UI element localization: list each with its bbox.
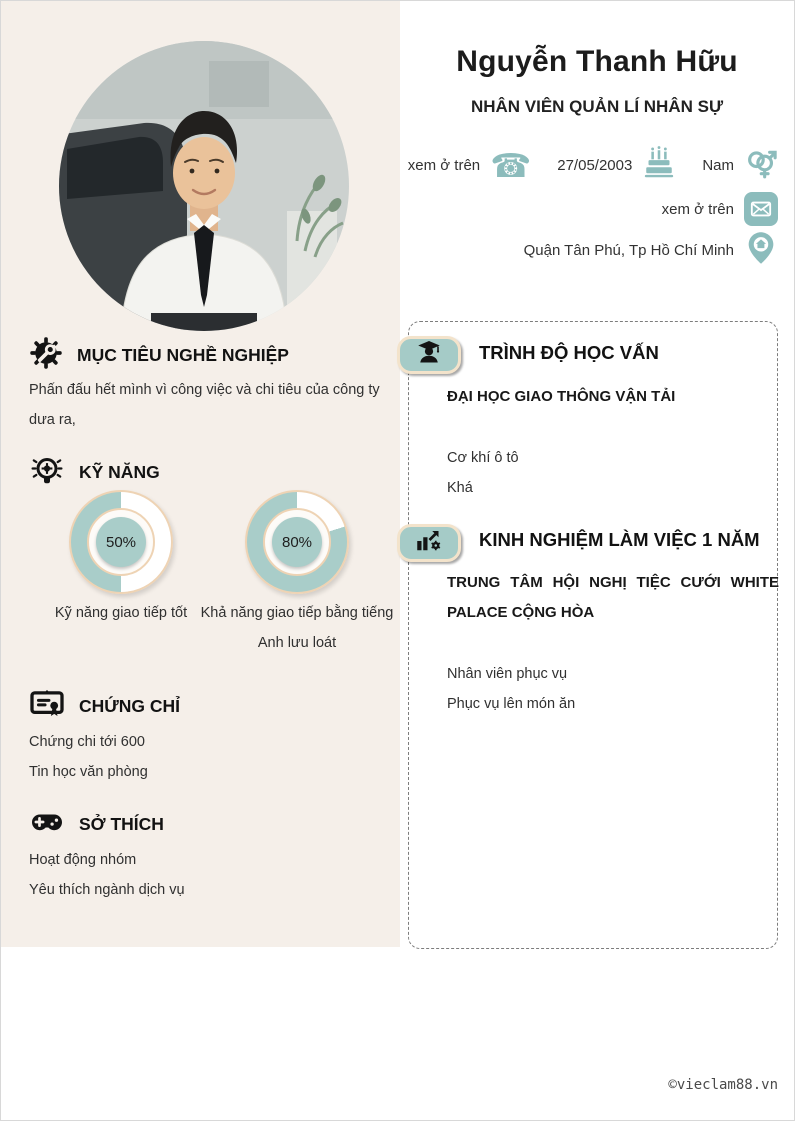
phone-icon: ☎ (490, 145, 532, 185)
hobbies-heading-label: SỞ THÍCH (79, 814, 164, 834)
gender-value: Nam (702, 156, 734, 174)
education-detail: Khá (447, 480, 473, 496)
gear-wrench-icon (29, 336, 63, 375)
idea-gear-bulb-icon (29, 452, 65, 493)
hobby-item: Yêu thích ngành dịch vụ (29, 882, 185, 898)
right-column (400, 1, 794, 947)
education-school: ĐẠI HỌC GIAO THÔNG VẬN TẢI (447, 388, 676, 405)
contact-row-3 (524, 232, 778, 268)
skill-donut-communication (69, 490, 173, 594)
watermark: ©vieclam88.vn (668, 1077, 778, 1093)
phone-value: xem ở trên (407, 156, 481, 174)
skills-heading-label: KỸ NĂNG (79, 462, 160, 482)
experience-detail: Nhân viên phục vụ (447, 666, 568, 682)
education-badge (397, 336, 461, 374)
email-value: xem ở trên (661, 200, 734, 218)
hobby-item: Hoạt động nhóm (29, 852, 137, 868)
skill-donut-english (245, 490, 349, 594)
hobbies-section-heading (29, 804, 164, 845)
education-heading: TRÌNH ĐỘ HỌC VẤN (479, 342, 659, 363)
candidate-name: Nguyễn Thanh Hữu (456, 45, 738, 78)
skill-percent-badge: 50% (96, 517, 146, 567)
skill-label: Kỹ năng giao tiếp tốt (54, 605, 188, 621)
birthday-value: 27/05/2003 (557, 156, 633, 174)
candidate-job-title: NHÂN VIÊN QUẢN LÍ NHÂN SỰ (470, 97, 724, 116)
certificate-icon (29, 686, 65, 727)
location-pin-icon (744, 231, 778, 269)
graduate-icon (414, 338, 444, 373)
left-column (1, 1, 400, 947)
address-value: Quận Tân Phú, Tp Hồ Chí Minh (523, 241, 734, 259)
profile-photo (59, 41, 349, 331)
contact-row-1 (408, 147, 778, 183)
certificate-item: Tin học văn phòng (29, 764, 148, 780)
gamepad-icon (29, 804, 65, 845)
education-detail: Cơ khí ô tô (447, 450, 519, 466)
gender-icon (744, 146, 778, 184)
experience-badge (397, 524, 461, 562)
skill-percent-badge: 80% (272, 517, 322, 567)
experience-heading: KINH NGHIỆM LÀM VIỆC 1 NĂM (479, 529, 760, 550)
certificates-heading-label: CHỨNG CHỈ (79, 696, 181, 716)
skills-section-heading (29, 452, 160, 493)
growth-chart-icon (414, 526, 444, 561)
email-icon (744, 192, 778, 226)
certificates-section-heading (29, 686, 180, 727)
right-sections-box (408, 321, 778, 949)
birthday-cake-icon (642, 146, 676, 184)
skill-label: Khả năng giao tiếp bằng tiếng Anh lưu loát (200, 605, 394, 651)
profile-photo-image (59, 41, 349, 331)
certificate-item: Chứng chi tới 600 (29, 734, 145, 750)
contact-row-2 (662, 191, 778, 227)
objective-section-heading (29, 336, 289, 375)
objective-text: Phấn đấu hết mình vì công việc và chi tiêu của công ty dưa ra, (29, 382, 380, 428)
experience-detail: Phục vụ lên món ăn (447, 696, 576, 712)
experience-company: TRUNG TÂM HỘI NGHỊ TIỆC CƯỚI WHITE PALACE CỘNG HÒA (447, 574, 779, 621)
objective-heading-label: MỤC TIÊU NGHỀ NGHIỆP (77, 345, 289, 365)
